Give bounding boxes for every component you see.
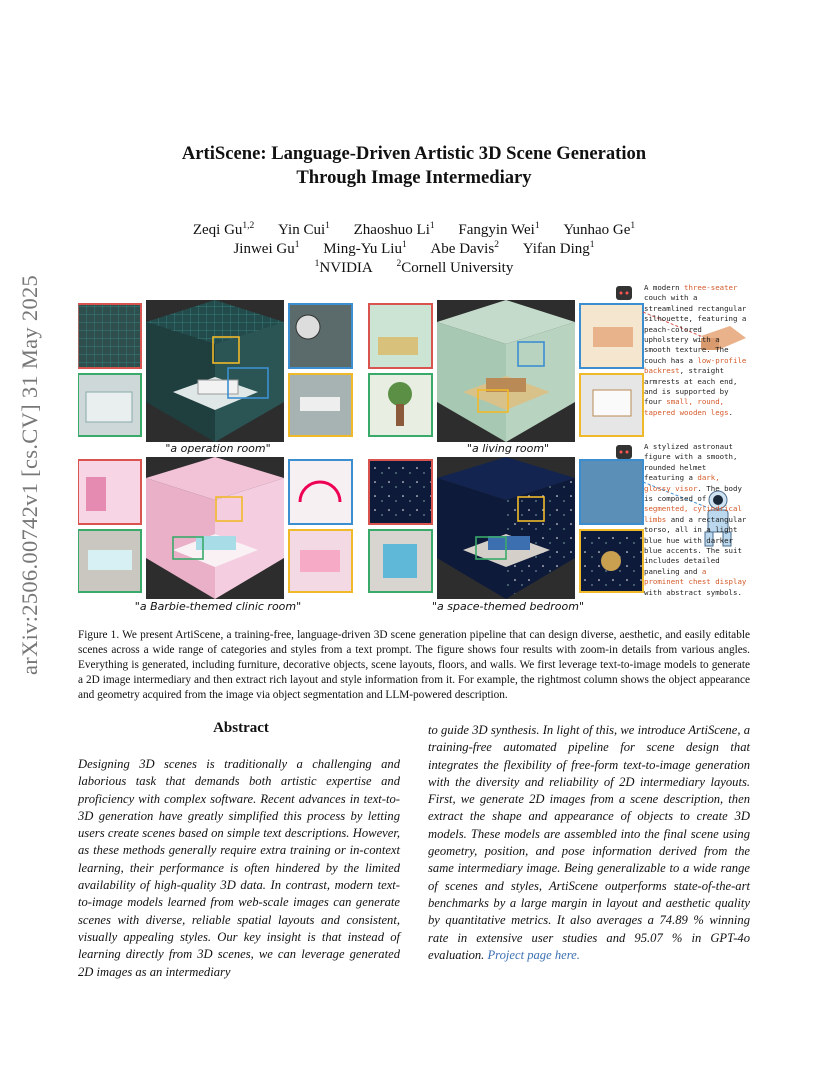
highlighted-phrase: small, round, tapered wooden legs [644, 397, 729, 417]
affiliation: $^1$NVIDIA [314, 259, 373, 276]
highlighted-phrase: segmented, cylindrical limbs [644, 504, 742, 524]
highlighted-phrase: a prominent chest display [644, 566, 747, 587]
highlighted-phrase: dark, glossy visor [644, 473, 720, 493]
abstract-text-left: Designing 3D scenes is traditionally a challenging and laborious task that demands both artistic expertise and proficiency with complex software. Recent advances in text-to-3D generation have greatly simplified this process by letting users create scenes based on simple text descriptions. However, as these methods generally require extra training or in-context learning, their performance is often hindered by the limited availability of high-quality 3D data. In contrast, modern text-to-image models learned from web-scale images can generate scenes with diverse, reliable spatial layouts and consistent, visually appealing styles. Our key insight is that instead of learning directly from 3D scenes, we can leverage generated 2D images as an intermediary [78, 757, 400, 979]
arxiv-side-stamp: arXiv:2506.00742v1 [cs.CV] 31 May 2025 [17, 274, 42, 675]
highlighted-phrase: low-profile backrest [644, 355, 747, 376]
authors-row-1 [110, 220, 718, 240]
description-text: with abstract symbols. [644, 587, 742, 597]
author: Fangyin Wei$^1$ [458, 221, 540, 238]
author: Ming-Yu Liu$^1$ [323, 240, 407, 257]
scene-caption-space-bedroom: "a space-themed bedroom" [431, 600, 585, 613]
project-page-link[interactable]: Project page here. [487, 947, 580, 962]
scene-operation-room [78, 300, 352, 442]
figure-caption: Figure 1. We present ArtiScene, a training-free, language-driven 3D scene generation pipeline that can design diverse, aesthetic, and easily editable scenes across a wide range of categories and styles from a text prompt. The figure shows four results with zoom-in details from various angles. Everything is generated, including furniture, decorative objects, scene layouts, floors, and walls. We first leverage text-to-image models to generate a 2D image intermediary and then extract rich layout and style information from it. For example, the rightmost column shows the object appearance and geometry acquired from the image via object segmentation and LLM-powered description. [78, 629, 750, 701]
object-description-couch [644, 283, 748, 418]
affiliation: $^2$Cornell University [396, 259, 514, 276]
author: Yin Cui$^1$ [278, 221, 330, 238]
author: Yunhao Ge$^1$ [563, 221, 636, 238]
scene-living-room [369, 300, 643, 442]
highlighted-phrase: three-seater [684, 283, 738, 292]
author: Abe Davis$^2$ [430, 240, 499, 257]
description-text: and a rectangular torso, all in a light blue hue with darker blue accents. The suit includes detailed paneling and [644, 514, 747, 576]
description-text: . [728, 407, 733, 417]
description-text: A stylized astronaut figure with a smooth, rounded helmet featuring a [644, 442, 738, 483]
description-text: , straight armrests at each end, and is supported by four [644, 366, 738, 407]
scene-caption-living-room: "a living room" [466, 442, 550, 455]
title-line-2: Through Image Intermediary [296, 167, 532, 188]
teaser-figure [78, 282, 750, 619]
abstract-heading: Abstract [213, 720, 269, 736]
authors-row-2 [110, 239, 718, 259]
description-text: A modern [644, 283, 685, 292]
author: Yifan Ding$^1$ [522, 240, 595, 257]
abstract-text-right-body: to guide 3D synthesis. In light of this, we introduce ArtiScene, a training-free automated pipeline for scene design that integrates the flexibility of free-form text-to-image generation with the diversity and reliability of 2D intermediary layouts. First, we generate 2D images from a scene description, then extract the shape and appearance of objects to create 3D models. These models are assembled into the final scene using geometry, position, and pose information derived from the same intermediary image. Being generalizable to a wide range of scenes and styles, ArtiScene outperforms state-of-the-art benchmarks by a large margin in layout and aesthetic quality by quantitative metrics. It also averages a 74.89 % winning rate in extensive user studies and 95.07 % in GPT-4o evaluation. [428, 723, 750, 962]
abstract-text-right [428, 722, 750, 964]
author: Zhaoshuo Li$^1$ [353, 221, 435, 238]
author: Jinwei Gu$^1$ [233, 240, 300, 257]
object-description-astronaut [644, 442, 748, 598]
paper-title [110, 142, 718, 190]
title-line-1: ArtiScene: Language-Driven Artistic 3D Scene Generation [181, 143, 647, 164]
author: Zeqi Gu$^{1,2}$ [192, 221, 255, 238]
scene-space-bedroom [369, 457, 643, 599]
scene-caption-barbie-clinic: "a Barbie-themed clinic room" [134, 600, 302, 613]
description-text: couch with a streamlined rectangular silhouette, featuring a peach-colored upholstery with a smooth texture. The couch has a [644, 293, 747, 365]
description-text: . The body is composed of [644, 483, 742, 504]
affiliations [110, 258, 718, 278]
scene-barbie-clinic [78, 457, 352, 599]
scene-caption-operation-room: "a operation room" [165, 442, 271, 455]
